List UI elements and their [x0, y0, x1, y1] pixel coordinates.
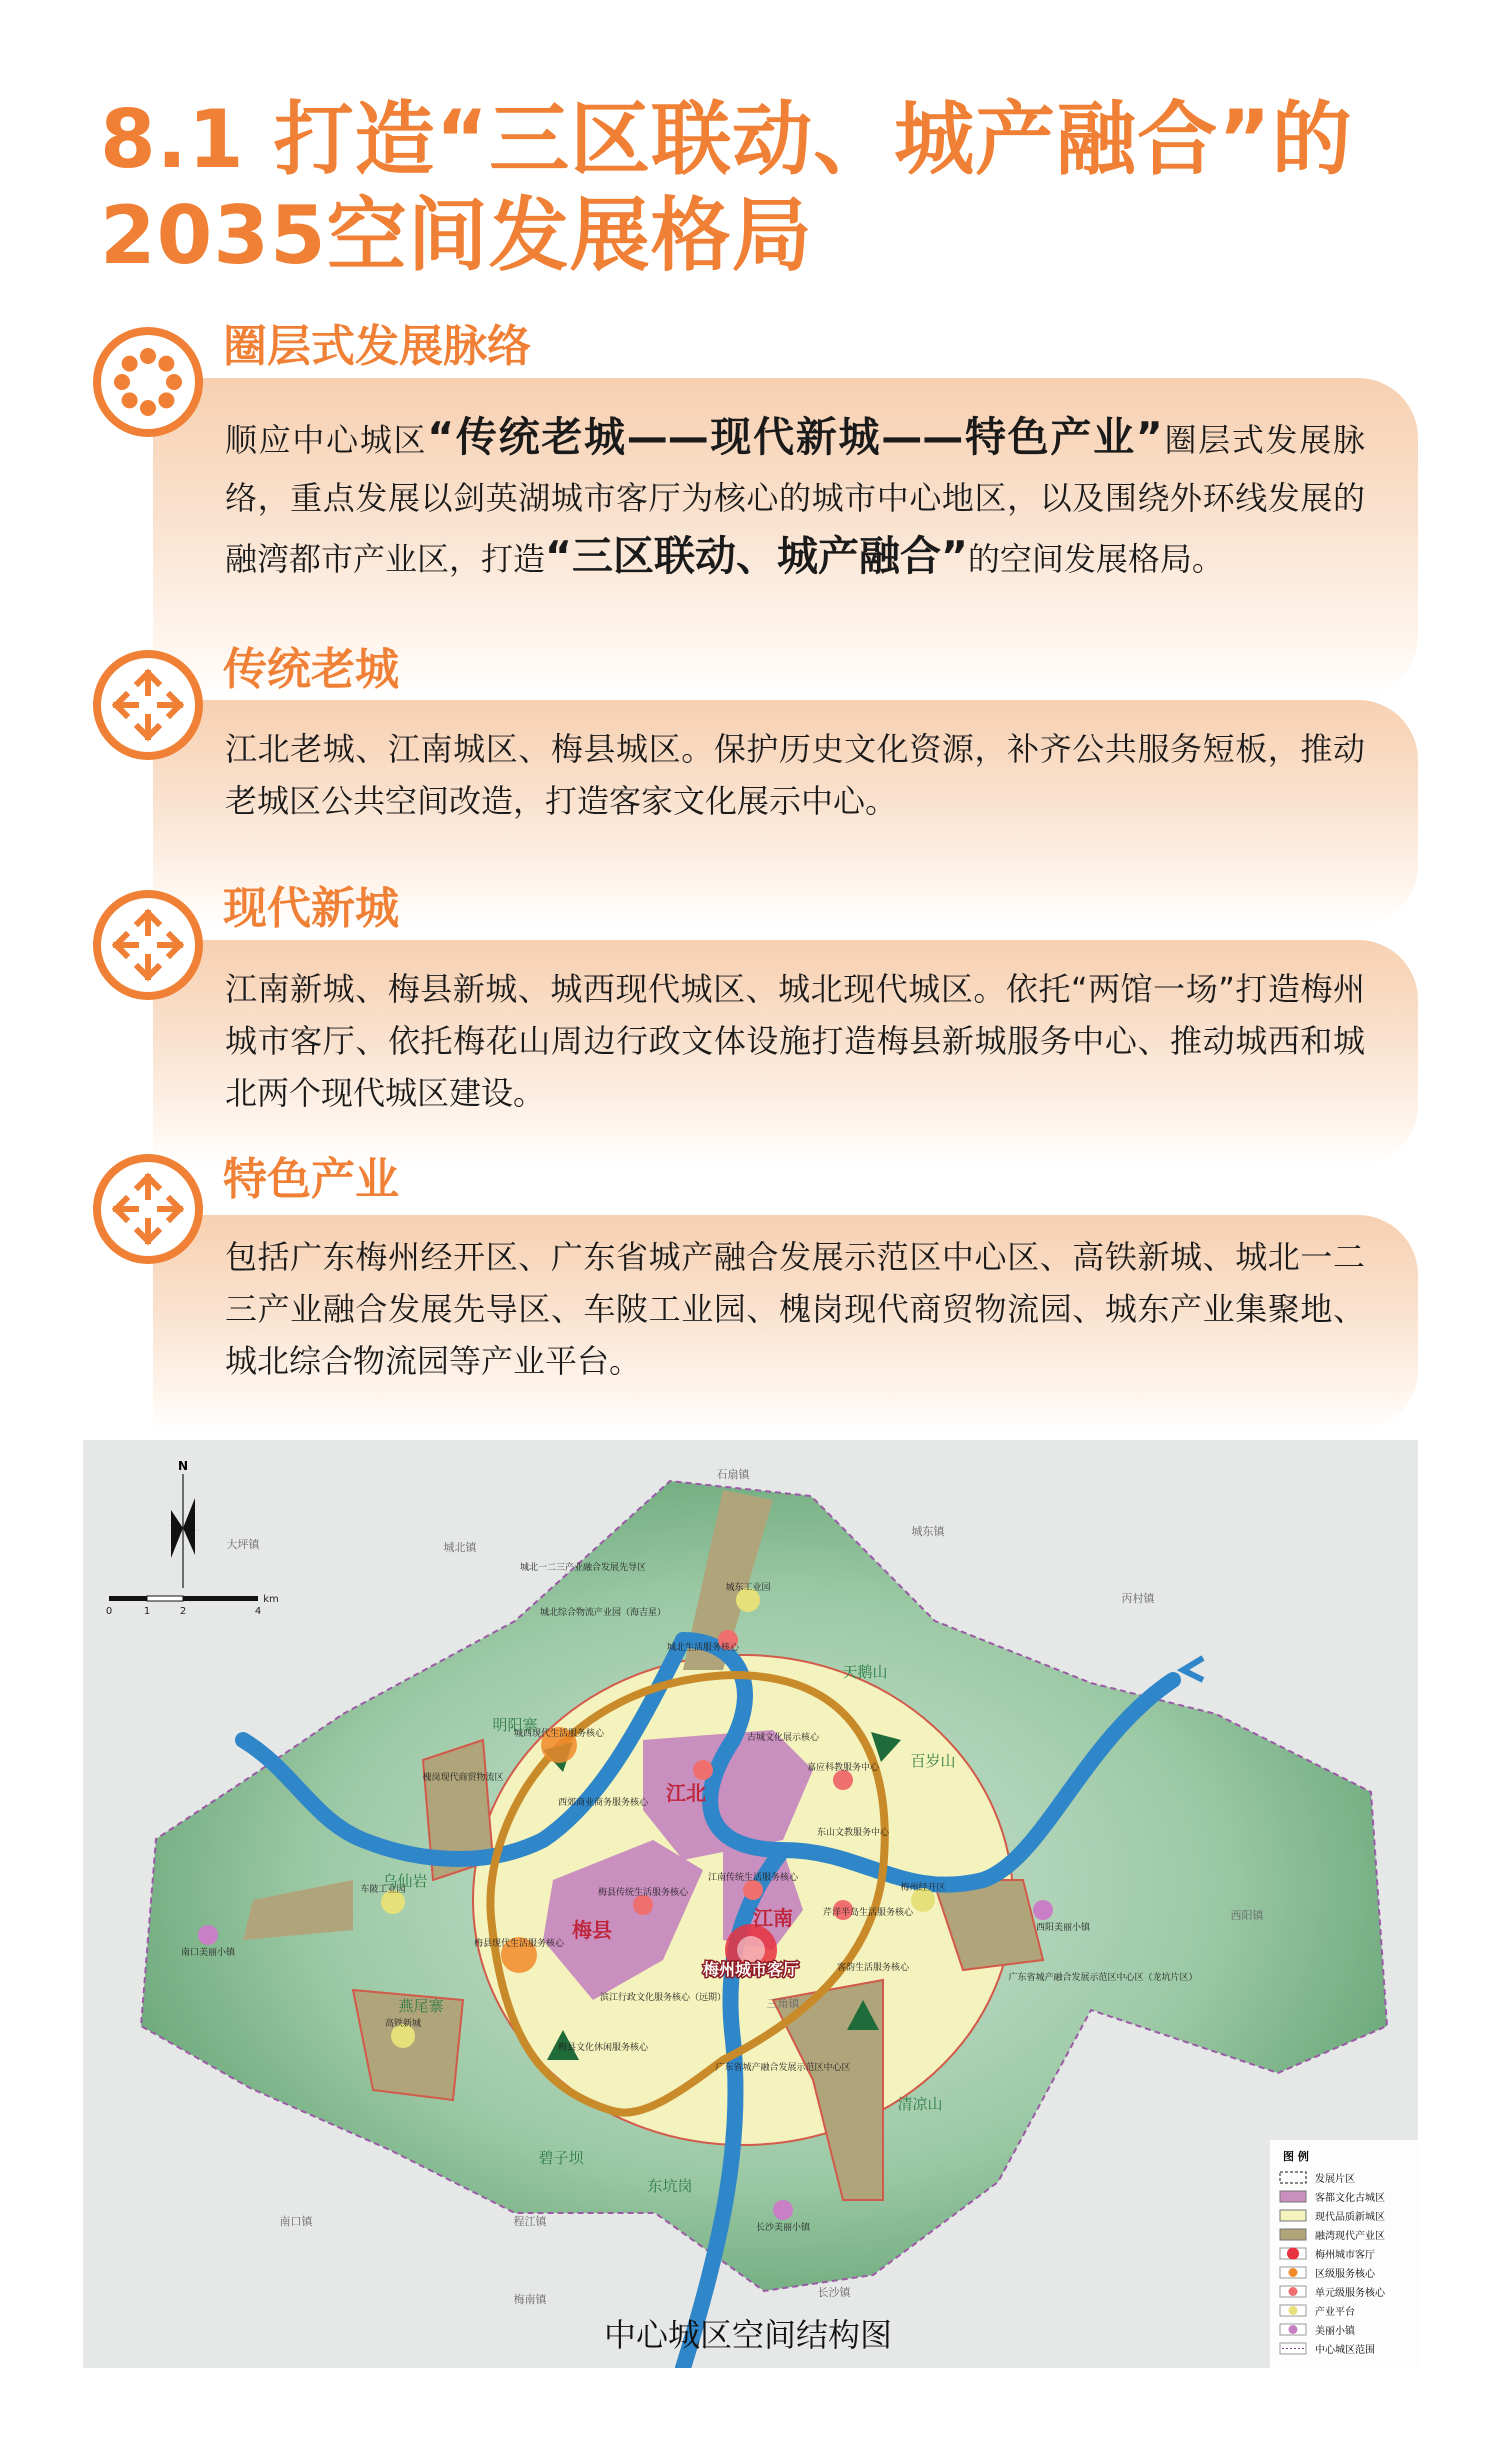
mountain-label: 清凉山 — [897, 2095, 943, 2113]
town-label: 西阳镇 — [1230, 1909, 1264, 1922]
section-card-modern-new-town — [153, 940, 1418, 1165]
legend-label: 现代品质新城区 — [1315, 2212, 1385, 2223]
scale-tick: 4 — [254, 1606, 262, 1617]
map-label: 滨江行政文化服务核心（远期） — [599, 1993, 727, 2003]
map-label: 广东省城产融合发展示范区中心区（龙坑片区） — [1008, 1973, 1198, 1983]
town-label: 梅南镇 — [513, 2293, 547, 2306]
town-label: 石扇镇 — [716, 1468, 750, 1481]
town-label: 丙村镇 — [1121, 1592, 1155, 1605]
section-text — [225, 408, 1365, 588]
map-label: 梅县文化休闲服务核心 — [557, 2043, 649, 2053]
section-text: 江南新城、梅县新城、城西现代城区、城北现代城区。依托“两馆一场”打造梅州城市客厅、依托梅花山周边行政文体设施打造梅县新城服务中心、推动城西和城北两个现代城区建设。 — [225, 970, 1365, 1112]
section-text: 江北老城、江南城区、梅县城区。保护历史文化资源，补齐公共服务短板，推动老城区公共空间改造，打造客家文化展示中心。 — [225, 730, 1365, 820]
emphasis-text: “三区联动、城产融合” — [545, 532, 968, 580]
map-label: 城西现代生活服务核心 — [513, 1729, 605, 1739]
map-label: 西阳美丽小镇 — [1035, 1923, 1091, 1933]
district-label: 梅县 — [572, 1918, 612, 1942]
section-text: 包括广东梅州经开区、广东省城产融合发展示范区中心区、高铁新城、城北一二三产业融合发展先导区、车陂工业园、槐岗现代商贸物流园、城东产业集聚地、城北综合物流园等产业平台。 — [225, 1238, 1365, 1380]
mountain-label: 天鹅山 — [842, 1663, 888, 1681]
map-label: 东山文教服务中心 — [816, 1828, 890, 1838]
legend-swatch — [1280, 2229, 1306, 2240]
map-label: 古城文化展示核心 — [746, 1733, 820, 1743]
map-label: 梅县传统生活服务核心 — [597, 1888, 689, 1898]
four-way-arrows-icon — [93, 890, 203, 1000]
map-label: 南口美丽小镇 — [180, 1948, 236, 1958]
map-label: 长沙美丽小镇 — [755, 2223, 811, 2233]
page-title — [100, 92, 1353, 284]
section-heading: 现代新城 — [223, 883, 399, 934]
mountain-label: 乌仙岩 — [382, 1872, 428, 1890]
section-card-featured-industry — [153, 1215, 1418, 1430]
legend-label: 客都文化古城区 — [1315, 2193, 1385, 2204]
legend-label: 单元级服务核心 — [1315, 2288, 1385, 2299]
scale-tick: 1 — [143, 1606, 151, 1617]
title-line-2: 2035空间发展格局 — [100, 189, 813, 282]
emphasis-text: “传统老城——现代新城——特色产业” — [427, 413, 1163, 461]
spatial-structure-map — [83, 1440, 1418, 2368]
town-label: 大坪镇 — [226, 1538, 260, 1551]
mountain-label: 明阳寨 — [492, 1716, 538, 1734]
legend-label: 发展片区 — [1315, 2174, 1355, 2185]
legend-label: 美丽小镇 — [1315, 2326, 1355, 2337]
legend-marker-icon — [1289, 2306, 1298, 2315]
map-label: 芹洋半岛生活服务核心 — [822, 1908, 914, 1918]
legend-label: 产业平台 — [1315, 2307, 1355, 2318]
map-label: 城北生活服务核心 — [666, 1643, 740, 1653]
legend-title: 图 例 — [1283, 2150, 1309, 2163]
mountain-label: 碧子坝 — [538, 2149, 584, 2167]
map-label: 车陂工业园 — [360, 1885, 406, 1895]
legend-label: 梅州城市客厅 — [1315, 2250, 1375, 2261]
title-line-1: 8.1 打造“三区联动、城产融合”的 — [100, 93, 1353, 186]
body-text: 顺应中心城区 — [225, 421, 428, 459]
body-text: 圈层式发展脉络，重点发展以剑英湖城市客厅为核心的城市中心地区，以及围绕外环线发展的融湾都市产业区，打造 — [225, 421, 1365, 578]
mountain-label: 燕尾寨 — [398, 1997, 444, 2015]
scale-tick: 0 — [105, 1606, 113, 1617]
map-legend — [1270, 2140, 1418, 2368]
body-text: 的空间发展格局。 — [967, 540, 1224, 578]
legend-label: 区级服务核心 — [1315, 2269, 1375, 2280]
map-label: 西郊商业商务服务核心 — [557, 1798, 649, 1808]
map-label: 广东省城产融合发展示范区中心区 — [715, 2063, 851, 2073]
section-heading: 特色产业 — [223, 1154, 399, 1205]
legend-swatch — [1280, 2191, 1306, 2202]
map-label: 梅州经开区 — [900, 1883, 946, 1893]
legend-marker-icon — [1289, 2325, 1298, 2334]
ring-of-dots-icon — [93, 327, 203, 437]
town-label: 南口镇 — [279, 2215, 313, 2228]
legend-swatch — [1280, 2210, 1306, 2221]
map-label: 城东工业园 — [725, 1583, 771, 1593]
scale-unit: km — [263, 1594, 279, 1605]
map-label: 城北综合物流产业园（海吉星） — [539, 1608, 667, 1618]
legend-marker-icon — [1289, 2287, 1298, 2296]
district-label: 江南 — [753, 1906, 793, 1930]
town-label: 长沙镇 — [817, 2286, 851, 2299]
map-label: 嘉应科教服务中心 — [806, 1763, 880, 1773]
mountain-label: 东坑岗 — [647, 2177, 693, 2195]
town-label: 程江镇 — [513, 2215, 547, 2228]
mountain-label: 百岁山 — [910, 1752, 956, 1770]
town-label: 城东镇 — [911, 1525, 945, 1538]
town-label: 三角镇 — [766, 1997, 800, 2010]
center-label: 梅州城市客厅 — [702, 1960, 800, 1979]
four-way-arrows-icon — [93, 1154, 203, 1264]
map-label: 梅县现代生活服务核心 — [473, 1939, 565, 1949]
map-label: 高铁新城 — [384, 2019, 422, 2029]
legend-marker-icon — [1287, 2248, 1299, 2260]
map-label: 城北一二三产业融合发展先导区 — [519, 1563, 647, 1573]
scale-tick: 2 — [179, 1606, 187, 1617]
legend-marker-icon — [1289, 2268, 1298, 2277]
legend-label: 融湾现代产业区 — [1315, 2231, 1385, 2242]
map-label: 槐岗现代商贸物流区 — [422, 1773, 504, 1783]
district-label: 江北 — [666, 1781, 706, 1805]
map-label: 江南传统生活服务核心 — [707, 1873, 799, 1883]
map-caption: 中心城区空间结构图 — [603, 2316, 893, 2354]
north-label: N — [177, 1459, 189, 1473]
four-way-arrows-icon — [93, 650, 203, 760]
map-label: 客韵生活服务核心 — [836, 1963, 910, 1973]
legend-label: 中心城区范围 — [1315, 2345, 1375, 2356]
section-heading: 圈层式发展脉络 — [223, 321, 531, 372]
town-label: 城北镇 — [443, 1541, 477, 1554]
section-heading: 传统老城 — [223, 644, 399, 695]
